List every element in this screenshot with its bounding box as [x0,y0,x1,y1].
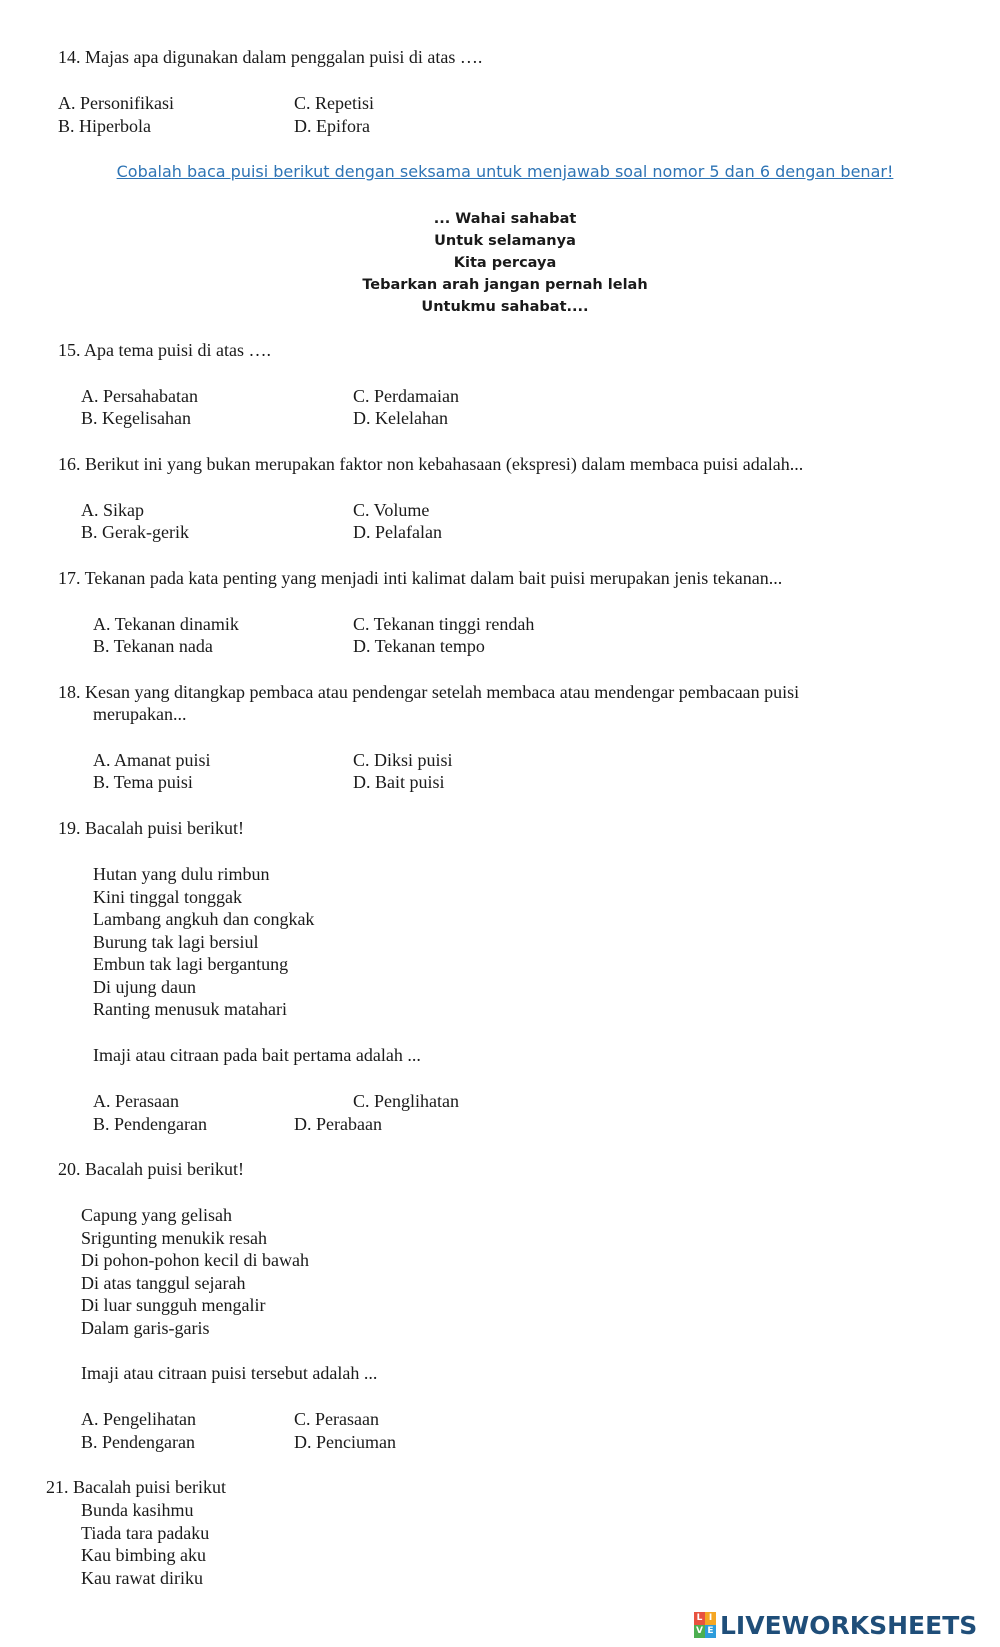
q18-option-c[interactable]: C. Diksi puisi [353,750,453,770]
logo-text: LIVEWORKSHEETS [720,1610,978,1640]
q19-prompt: Imaji atau citraan pada bait pertama adalah ... [93,1045,421,1065]
logo-icon-letter: E [705,1625,716,1638]
q16-option-d[interactable]: D. Pelafalan [353,522,442,542]
q19-poem-line: Embun tak lagi bergantung [93,954,289,974]
q19-option-d[interactable]: D. Perabaan [294,1114,382,1134]
q14-option-c[interactable]: C. Repetisi [294,93,374,113]
q20-poem-line: Dalam garis-garis [81,1318,210,1338]
q16-option-b[interactable]: B. Gerak-gerik [81,522,189,542]
q19-question: 19. Bacalah puisi berikut! [58,818,244,838]
q18-option-d[interactable]: D. Bait puisi [353,772,445,792]
q21-question: 21. Bacalah puisi berikut [46,1477,226,1497]
q20-option-b[interactable]: B. Pendengaran [81,1432,195,1452]
logo-icon-letter: V [694,1625,705,1638]
q16-option-a[interactable]: A. Sikap [81,500,144,520]
liveworksheets-icon [694,1612,716,1638]
q19-poem-line: Hutan yang dulu rimbun [93,864,270,884]
poem-line: Tebarkan arah jangan pernah lelah [362,277,648,293]
q20-question: 20. Bacalah puisi berikut! [58,1159,244,1179]
poem-line: ... Wahai sahabat [433,211,577,227]
q19-poem-line: Lambang angkuh dan congkak [93,909,315,929]
poem-line: Untuk selamanya [434,233,576,249]
q17-option-b[interactable]: B. Tekanan nada [93,636,213,656]
q21-poem-line: Kau bimbing aku [81,1545,206,1565]
q17-question: 17. Tekanan pada kata penting yang menjadi inti kalimat dalam bait puisi merupakan jenis tekanan... [58,568,783,588]
q14-question: 14. Majas apa digunakan dalam penggalan puisi di atas …. [58,47,483,67]
q19-poem-line: Di ujung daun [93,977,196,997]
logo-icon-letter: L [694,1612,705,1625]
poem-line: Kita percaya [453,255,557,271]
q15-option-b[interactable]: B. Kegelisahan [81,408,191,428]
q19-option-c[interactable]: C. Penglihatan [353,1091,459,1111]
q17-option-d[interactable]: D. Tekanan tempo [353,636,485,656]
q20-poem-line: Di atas tanggul sejarah [81,1273,246,1293]
q18-question: 18. Kesan yang ditangkap pembaca atau pendengar setelah membaca atau mendengar pembacaan puisi [58,682,800,702]
q19-poem-line: Burung tak lagi bersiul [93,932,259,952]
q21-poem-line: Kau rawat diriku [81,1568,203,1588]
q20-option-c[interactable]: C. Perasaan [294,1409,379,1429]
q19-option-a[interactable]: A. Perasaan [93,1091,179,1111]
q20-option-d[interactable]: D. Penciuman [294,1432,396,1452]
q16-option-c[interactable]: C. Volume [353,500,430,520]
q15-option-d[interactable]: D. Kelelahan [353,408,448,428]
q14-option-d[interactable]: D. Epifora [294,116,370,136]
q19-poem-line: Kini tinggal tonggak [93,887,242,907]
q19-poem-line: Ranting menusuk matahari [93,999,287,1019]
q17-option-a[interactable]: A. Tekanan dinamik [93,614,239,634]
q18-option-a[interactable]: A. Amanat puisi [93,750,211,770]
q15-option-c[interactable]: C. Perdamaian [353,386,459,406]
q19-option-b[interactable]: B. Pendengaran [93,1114,207,1134]
q20-prompt: Imaji atau citraan puisi tersebut adalah ... [81,1363,378,1383]
q21-poem-line: Bunda kasihmu [81,1500,194,1520]
q21-poem-line: Tiada tara padaku [81,1523,210,1543]
q20-option-a[interactable]: A. Pengelihatan [81,1409,196,1429]
q15-question: 15. Apa tema puisi di atas …. [58,340,271,360]
q16-question: 16. Berikut ini yang bukan merupakan faktor non kebahasaan (ekspresi) dalam membaca puisi adalah... [58,454,804,474]
q18-option-b[interactable]: B. Tema puisi [93,772,193,792]
liveworksheets-logo [694,1610,977,1640]
q17-option-c[interactable]: C. Tekanan tinggi rendah [353,614,535,634]
logo-icon-letter: I [705,1612,716,1625]
q20-poem-line: Capung yang gelisah [81,1205,232,1225]
q15-option-a[interactable]: A. Persahabatan [81,386,198,406]
instruction-text: Cobalah baca puisi berikut dengan seksama untuk menjawab soal nomor 5 dan 6 dengan benar! [116,162,894,181]
q14-option-a[interactable]: A. Personifikasi [58,93,174,113]
q14-option-b[interactable]: B. Hiperbola [58,116,151,136]
q20-poem-line: Di luar sungguh mengalir [81,1295,266,1315]
q18-question-cont: merupakan... [93,704,187,724]
q20-poem-line: Srigunting menukik resah [81,1228,267,1248]
poem-line: Untukmu sahabat.... [421,299,589,315]
q20-poem-line: Di pohon-pohon kecil di bawah [81,1250,309,1270]
